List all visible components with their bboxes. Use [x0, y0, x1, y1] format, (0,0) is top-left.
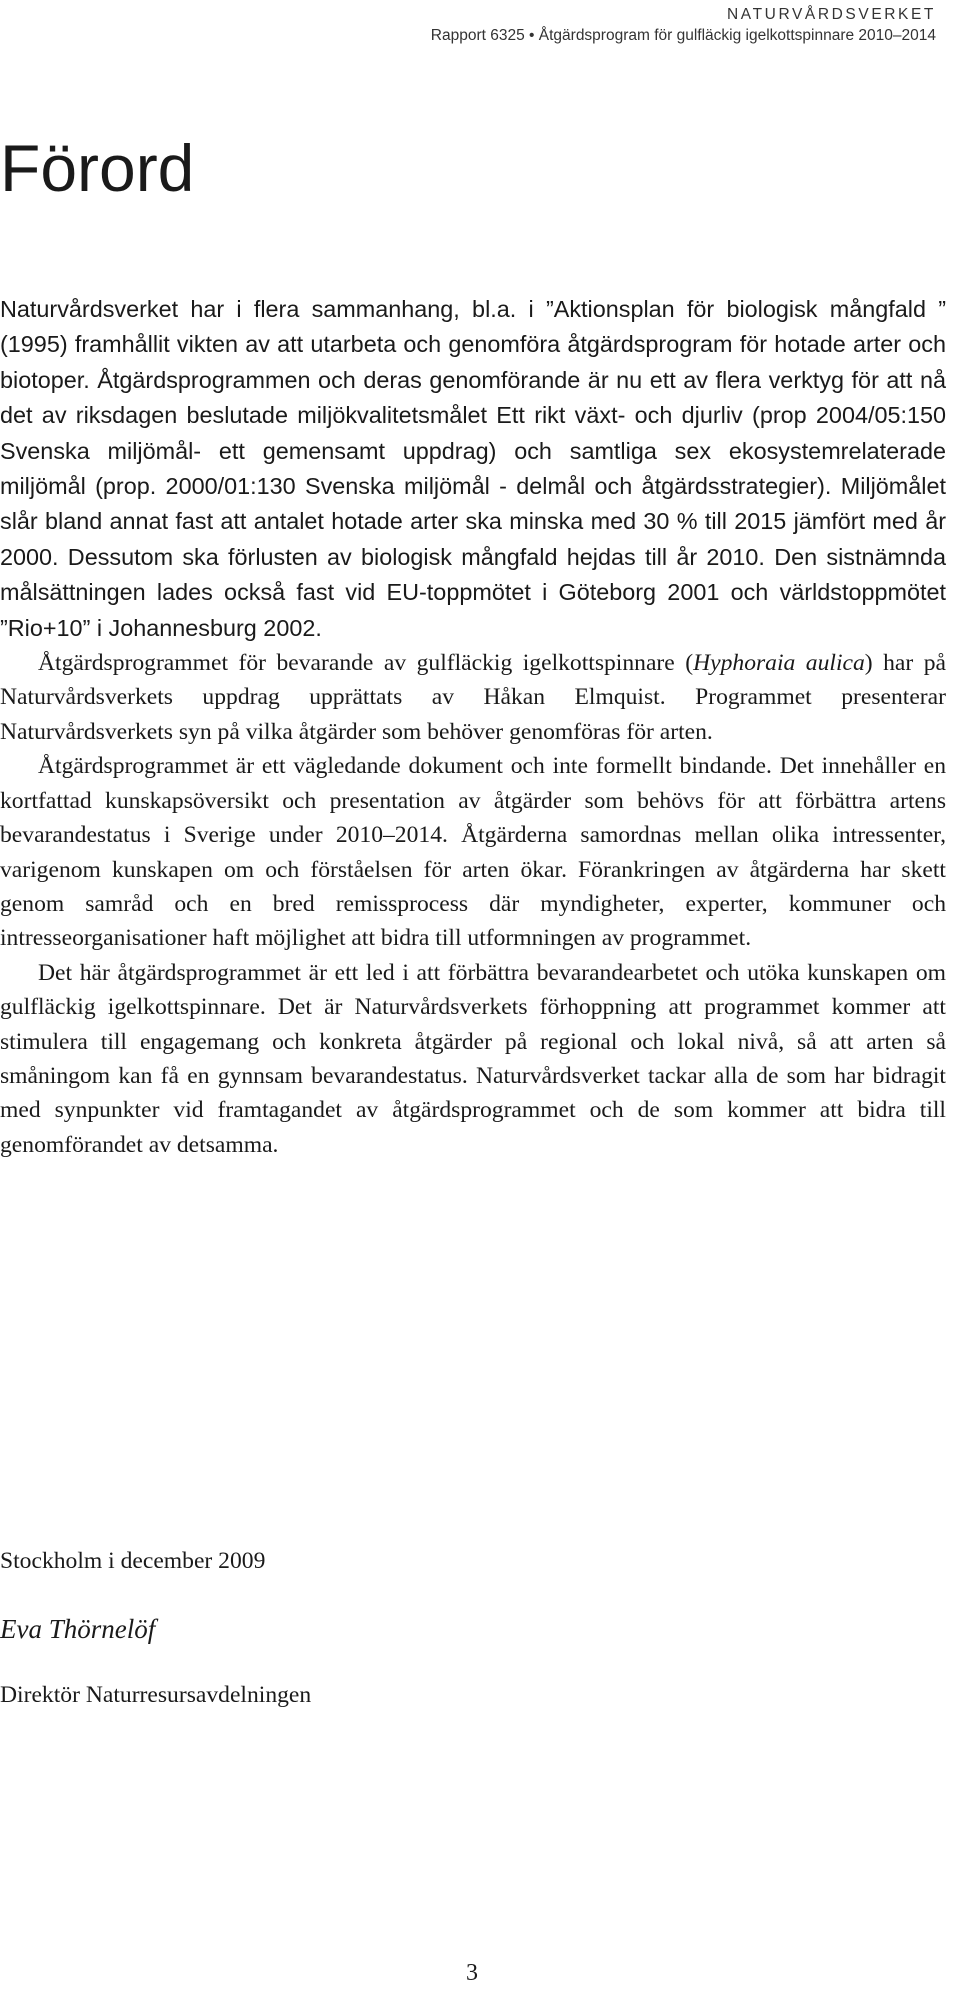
running-header [431, 4, 936, 46]
paragraph-1 [0, 292, 946, 646]
body-text [0, 292, 946, 1162]
page-number: 3 [466, 1960, 478, 1986]
paragraph-3: Åtgärdsprogrammet är ett vägledande dokument och inte formellt bindande. Det innehåller en kortfattad kunskapsöversikt och presentation av åtgärder som behövs för att förbättra artens bevarandestatus i Sverige under 2010–2014. Åtgärderna samordnas mellan olika intressenter, varigenom kunskapen om och förståelsen för arten ökar. Förankringen av åtgärderna har skett genom samråd och en bred remissprocess där myndigheter, experter, kommuner och intresseorganisationer haft möjlighet att bidra till utformningen av programmet. [0, 753, 946, 952]
page-title: Förord [0, 131, 195, 205]
signature-place-date: Stockholm i december 2009 [0, 1548, 266, 1574]
paragraph-2 [0, 646, 946, 749]
paragraph-4: Det här åtgärdsprogrammet är ett led i att förbättra bevarandearbetet och utöka kunskapen om gulfläckig igelkottspinnare. Det är Naturvårdsverkets förhoppning att programmet kommer att stimulera till engagemang och konkreta åtgärder på regional och lokal nivå, så att arten så småningom kan få en gynnsam bevarandestatus. Naturvårdsverket tackar alla de som har bidragit med synpunkter vid framtagandet av åtgärdsprogrammet och de som kommer att bidra till genomförandet av detsamma. [0, 959, 946, 1158]
header-organization: NATURVÅRDSVERKET [727, 6, 936, 23]
signature-role: Direktör Naturresursavdelningen [0, 1682, 312, 1708]
paragraph-2-after: ) har på Naturvårdsverkets uppdrag upprättats av Håkan Elmquist. Programmet presenterar Naturvårdsverkets syn på vilka åtgärder som behöver genomföras för arten. [0, 650, 946, 745]
header-report-line: Rapport 6325 • Åtgärdsprogram för gulfläckig igelkottspinnare 2010–2014 [430, 27, 936, 44]
paragraph-2-before: Åtgärdsprogrammet för bevarande av gulfläckig igelkottspinnare ( [38, 650, 694, 677]
paragraph-1-text: Naturvårdsverket har i flera sammanhang, bl.a. i ”Aktionsplan för biologisk mångfald ” (1995) framhållit vikten av att utarbeta och genomföra åtgärdsprogram för hotade arter och biotoper. Åtgärdsprogrammen och deras genomförande är nu ett av flera verktyg för att nå det av riksdagen beslutade miljökvalitetsmålet Ett rikt växt- och djurliv (prop 2004/05:150 Svenska miljömål- ett gemensamt uppdrag) och samtliga sex ekosystemrelaterade miljömål (prop. 2000/01:130 Svenska miljömål - delmål och åtgärdsstrategier). Miljömålet slår bland annat fast att antalet hotade arter ska minska med 30 % till 2015 jämfört med år 2000. Dessutom ska förlusten av biologisk mångfald hejdas till år 2010. Den sistnämnda målsättningen lades också fast vid EU-toppmötet i Göteborg 2001 och världstoppmötet ”Rio+10” i Johannesburg 2002. [0, 296, 946, 641]
species-latin-name: Hyphoraia aulica [693, 650, 865, 677]
signature-name: Eva Thörnelöf [0, 1614, 156, 1644]
